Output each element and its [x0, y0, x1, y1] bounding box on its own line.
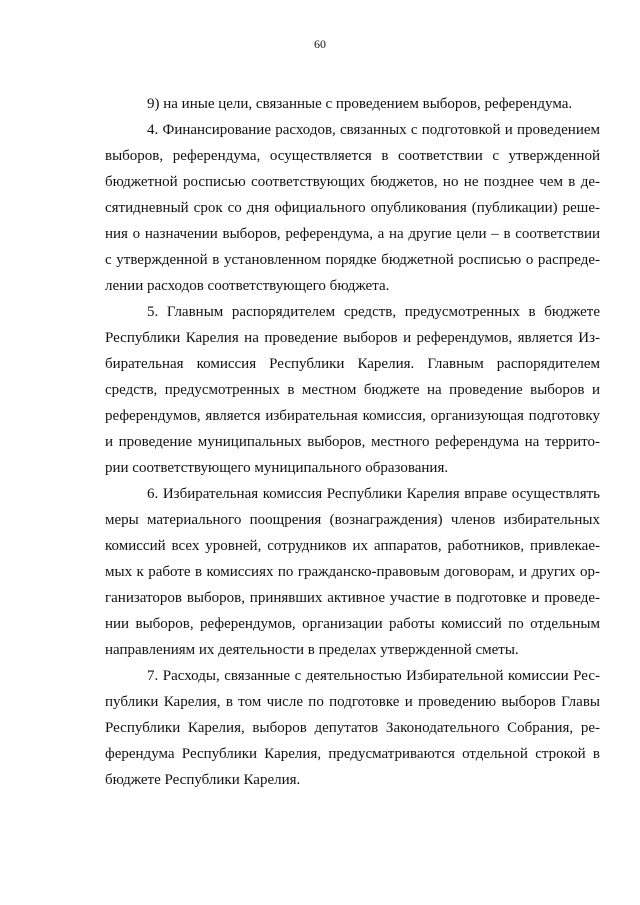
paragraph	[105, 481, 600, 663]
text-line: с утвержденной в установленном порядке бюджетной росписью о распреде-	[105, 252, 600, 268]
text-line: меры материального поощрения (вознаграждения) членов избирательных	[105, 512, 600, 528]
text-line: 5. Главным распорядителем средств, предусмотренных в бюджете	[147, 304, 600, 320]
text-line: и проведение муниципальных выборов, местного референдума на террито-	[105, 434, 600, 450]
text-line: Республики Карелия на проведение выборов и референдумов, является Из-	[105, 330, 600, 346]
text-line: сятидневный срок со дня официального опубликования (публикации) реше-	[105, 200, 600, 216]
paragraph	[105, 299, 600, 481]
text-line: 6. Избирательная комиссия Республики Карелия вправе осуществлять	[147, 486, 600, 502]
text-line: средств, предусмотренных в местном бюджете на проведение выборов и	[105, 382, 600, 398]
text-line: 7. Расходы, связанные с деятельностью Избирательной комиссии Рес-	[147, 668, 600, 684]
text-line: лении расходов соответствующего бюджета.	[105, 278, 390, 294]
paragraph	[105, 663, 600, 793]
text-line: бюджете Республики Карелия.	[105, 772, 301, 788]
text-line: ния о назначении выборов, референдума, а на другие цели – в соответствии	[105, 226, 600, 242]
text-line: рии соответствующего муниципального образования.	[105, 460, 449, 476]
text-line: мых к работе в комиссиях по гражданско-правовым договорам, и других ор-	[105, 564, 600, 580]
text-line: нии выборов, референдумов, организации работы комиссий по отдельным	[105, 616, 600, 632]
text-line: ганизаторов выборов, принявших активное участие в подготовке и проведе-	[105, 590, 600, 606]
page-number: 60	[314, 37, 326, 51]
text-line: 9) на иные цели, связанные с проведением выборов, референдума.	[147, 96, 573, 112]
text-line: бирательная комиссия Республики Карелия. Главным распорядителем	[105, 356, 600, 372]
text-line: ферендума Республики Карелия, предусматриваются отдельной строкой в	[105, 746, 600, 762]
paragraph	[105, 91, 600, 117]
text-line: референдумов, является избирательная комиссия, организующая подготовку	[105, 408, 600, 424]
text-line: Республики Карелия, выборов депутатов Законодательного Собрания, ре-	[105, 720, 600, 736]
text-line: 4. Финансирование расходов, связанных с подготовкой и проведением	[147, 122, 600, 138]
paragraph	[105, 117, 600, 299]
text-line: выборов, референдума, осуществляется в соответствии с утвержденной	[105, 148, 600, 164]
text-line: публики Карелия, в том числе по подготовке и проведению выборов Главы	[105, 694, 600, 710]
text-line: бюджетной росписью соответствующих бюджетов, но не позднее чем в де-	[105, 174, 600, 190]
text-line: комиссий всех уровней, сотрудников их аппаратов, работников, привлекае-	[105, 538, 600, 554]
text-line: направлениям их деятельности в пределах утвержденной сметы.	[105, 642, 519, 658]
document-body	[105, 91, 600, 793]
